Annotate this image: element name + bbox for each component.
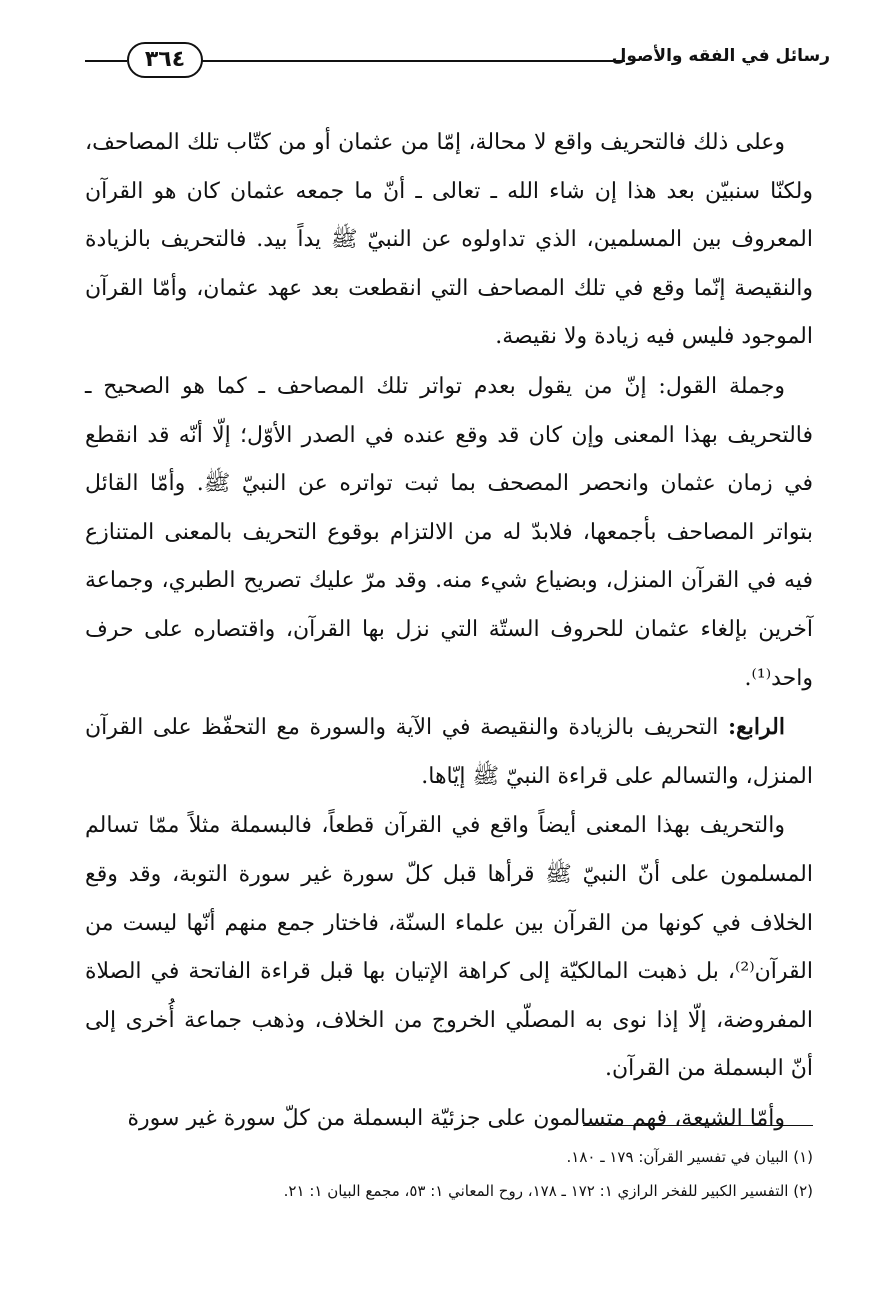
paragraph-text: وجملة القول: إنّ من يقول بعدم تواتر تلك المصاحف ـ كما هو الصحيح ـ فالتحريف بهذا المعنى وإن كان قد وقع عنده في الصدر الأوّل؛ إلّا أنّه قد انقطع في زمان عثمان وانحصر المصحف بما ثبت تواتره عن النبيّ ﷺ. وأمّا القائل بتواتر المصاحف بأجمعها، فلابدّ له من الالتزام بوقوع التحريف بالمعنى المتنازع فيه في القرآن المنزل، وبضياع شيء منه. وقد مرّ عليك تصريح الطبري، وجماعة آخرين بإلغاء عثمان للحروف الستّة التي نزل بها القرآن، واقتصاره على حرف واحد⁽¹⁾. bbox=[85, 373, 813, 691]
running-title: رسائل في الفقه والأصول bbox=[611, 46, 830, 66]
paragraph-4 bbox=[85, 801, 813, 1094]
main-text bbox=[85, 118, 813, 1143]
footnote-1: (١) البيان في تفسير القرآن: ١٧٩ ـ ١٨٠. bbox=[566, 1148, 813, 1166]
paragraph-lead: الرابع: bbox=[727, 714, 785, 741]
paragraph-2 bbox=[85, 362, 813, 703]
header-rule-right bbox=[201, 60, 625, 62]
footnote-separator bbox=[583, 1125, 813, 1126]
footnote-2: (٢) التفسير الكبير للفخر الرازي ١: ١٧٢ ـ ١٧٨، روح المعاني ١: ٥٣، مجمع البيان ١: ٢١. bbox=[283, 1182, 813, 1200]
page-number: ٣٦٤ bbox=[127, 42, 203, 78]
paragraph-text: وعلى ذلك فالتحريف واقع لا محالة، إمّا من عثمان أو من كتّاب تلك المصاحف، ولكنّا سنبيّن بعد هذا إن شاء الله ـ تعالى ـ أنّ ما جمعه عثمان كان هو القرآن المعروف بين المسلمين، الذي تداولوه عن النبيّ ﷺ يداً بيد. فالتحريف بالزيادة والنقيصة إنّما وقع في تلك المصاحف التي انقطعت بعد عهد عثمان، وأمّا القرآن الموجود فليس فيه زيادة ولا نقيصة. bbox=[85, 130, 813, 350]
paragraph-3 bbox=[85, 703, 813, 801]
paragraph-text: وأمّا الشيعة، فهم متسالمون على جزئيّة البسملة من كلّ سورة غير سورة bbox=[127, 1105, 785, 1131]
page-header bbox=[85, 38, 830, 82]
header-rule-left bbox=[85, 60, 127, 62]
paragraph-1 bbox=[85, 118, 813, 362]
paragraph-5 bbox=[85, 1094, 813, 1144]
paragraph-text: والتحريف بهذا المعنى أيضاً واقع في القرآن قطعاً، فالبسملة مثلاً ممّا تسالم المسلمون على أنّ النبيّ ﷺ قرأها قبل كلّ سورة غير سورة التوبة، وقد وقع الخلاف في كونها من القرآن بين علماء السنّة، فاختار جمع منهم أنّها ليست من القرآن⁽²⁾، بل ذهبت المالكيّة إلى كراهة الإتيان بها قبل قراءة الفاتحة في الصلاة المفروضة، إلّا إذا نوى به المصلّي الخروج من الخلاف، وذهب جماعة أُخرى إلى أنّ البسملة من القرآن. bbox=[85, 813, 813, 1082]
paragraph-text: التحريف بالزيادة والنقيصة في الآية والسورة مع التحفّظ على القرآن المنزل، والتسالم على قراءة النبيّ ﷺ إيّاها. bbox=[85, 715, 813, 789]
footnotes bbox=[85, 1140, 813, 1208]
